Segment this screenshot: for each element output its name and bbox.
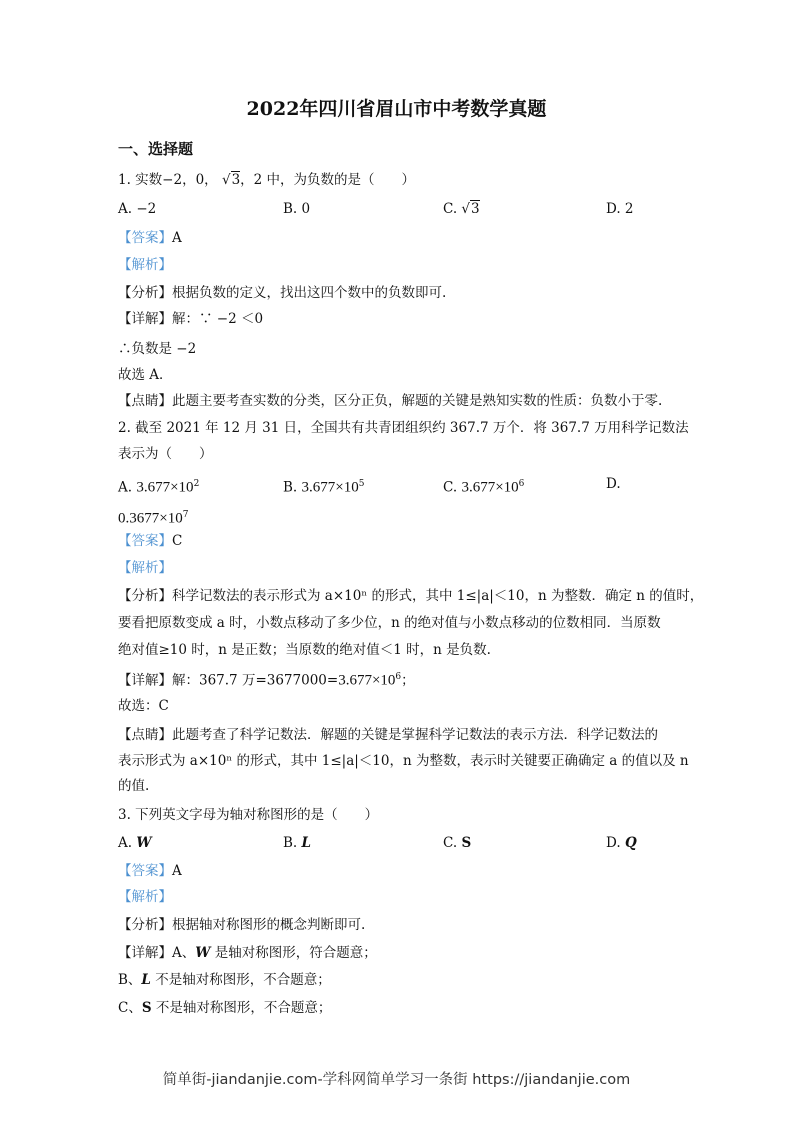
text: 不是轴对称图形，不合题意； [155,1000,332,1016]
exponent: 7 [182,510,189,520]
text: 此题考查了科学记数法．解题的关键是掌握科学记数法的表示方法．科学记数法的 [172,727,658,743]
footer-watermark: 简单街-jiandanjie.com-学科网简单学习一条街 https://jiandanjie.com [162,1072,631,1088]
text: A [172,230,182,246]
text: C. [443,479,458,496]
letter: W [195,945,211,961]
text: B. [283,835,298,851]
label: 【详解】 [118,672,172,689]
text: B、 [118,972,142,988]
text: 3.677×10 [338,672,396,689]
exponent: 2 [193,479,200,489]
text: C. [443,201,458,217]
q1-analysis-label: 【解析】 [118,257,172,273]
label: 【分析】 [118,285,172,301]
exponent: 6 [518,479,525,489]
q3-line [118,999,331,1017]
option-d-value [118,506,188,528]
text: 3.677×10 [461,479,519,496]
text: A [172,863,182,879]
text: 0.3677×10 [118,510,183,527]
q2-line: 故选：C [118,698,169,714]
text: D. [606,835,621,851]
q2-stem: 表示为（ ） [118,446,213,462]
option-c [443,475,524,497]
text: 3.677×10 [136,479,194,496]
q3-analysis-label: 【解析】 [118,889,172,905]
page-title: 2022年四川省眉山市中考数学真题 [246,98,547,120]
exponent: 5 [358,479,365,489]
text: A、 [172,945,196,961]
label: 【答案】 [118,533,172,549]
q2-dianjing [118,726,658,744]
letter: S [461,835,472,851]
q1-line: ∴负数是 −2 [118,341,197,357]
q3-xiangjie [118,944,377,962]
q3-fenxi [118,916,365,934]
q1-dianjing [118,392,662,410]
text: 解：367.7 万=3677000= [172,672,339,689]
text: 1. 实数 [118,172,163,188]
text: 科学记数法的表示形式为 a×10ⁿ 的形式，其中 1≤|a|＜10，n 为整数．确定 n 的值时， [172,588,704,604]
text: 不是轴对称图形，不合题意； [155,972,331,988]
q1-stem: 1. 实数−2，0， √3，2 中，为负数的是（ ） [118,172,416,188]
text: 解：∵ −2 ＜0 [172,311,264,327]
text: C、 [118,1000,142,1016]
text: 此题主要考查实数的分类，区分正负，解题的关键是熟知实数的性质：负数小于零. [172,393,663,409]
exponent: 6 [395,672,402,682]
q3-stem: 3. 下列英文字母为轴对称图形的是（ ） [118,807,379,823]
q1-answer [118,229,182,247]
text: 根据负数的定义，找出这四个数中的负数即可. [172,285,447,301]
q2-fenxi [118,587,703,605]
option-d: D. [606,476,621,492]
option-b [283,475,364,497]
label: 【详解】 [118,311,172,327]
q3-answer [118,862,182,880]
sqrt-value: 3 [471,201,480,217]
text: C. [443,835,458,851]
text: 3.677×10 [301,479,359,496]
label: 【点睛】 [118,393,172,409]
text: −2，0， [162,172,218,188]
label: 【点睛】 [118,727,172,743]
option-b: B. 0 [283,201,311,217]
q1-xiangjie [118,310,263,328]
q1-fenxi [118,284,446,302]
letter: W [136,835,152,851]
q2-line: 绝对值≥10 时，n 是正数；当原数的绝对值＜1 时，n 是负数. [118,642,491,658]
q2-stem: 2. 截至 2021 年 12 月 31 日，全国共有共青团组织约 367.7 万个．将 367.7 万用科学记数法 [118,420,689,436]
q1-line: 故选 A． [118,367,173,383]
option-a: A. −2 [118,201,157,217]
text: 根据轴对称图形的概念判断即可. [172,917,366,933]
label: 【分析】 [118,917,172,933]
q2-analysis-label: 【解析】 [118,560,172,576]
sqrt-value: 3 [231,172,241,188]
q2-line: 要看把原数变成 a 时，小数点移动了多少位，n 的绝对值与小数点移动的位数相同．当原数 [118,615,661,631]
option-a [118,834,152,852]
q2-line: 表示形式为 a×10ⁿ 的形式，其中 1≤|a|＜10，n 为整数，表示时关键要正确确定 a 的值以及 n [118,753,689,769]
label: 【答案】 [118,230,172,246]
text: C [172,533,183,549]
letter: Q [624,835,637,851]
option-b [283,834,311,852]
text: A. [118,835,133,851]
label: 【答案】 [118,863,172,879]
option-c [443,834,471,852]
text: ； [401,672,415,689]
q2-answer [118,532,182,550]
text: ，2 中，为负数的是（ ） [240,172,416,188]
option-c: C. √3 [443,201,480,217]
letter: L [301,835,312,851]
text: B. [283,479,298,496]
text: 是轴对称图形，符合题意； [214,945,377,961]
letter: S [141,1000,152,1016]
section-heading: 一、选择题 [118,140,194,158]
q2-xiangjie [118,668,415,690]
label: 【分析】 [118,588,172,604]
option-d [606,834,637,852]
option-a [118,475,199,497]
option-d: D. 2 [606,201,634,217]
q2-line: 的值. [118,778,150,794]
text: A. [118,479,133,496]
letter: L [141,972,151,988]
q3-line [118,971,331,989]
label: 【详解】 [118,945,172,961]
